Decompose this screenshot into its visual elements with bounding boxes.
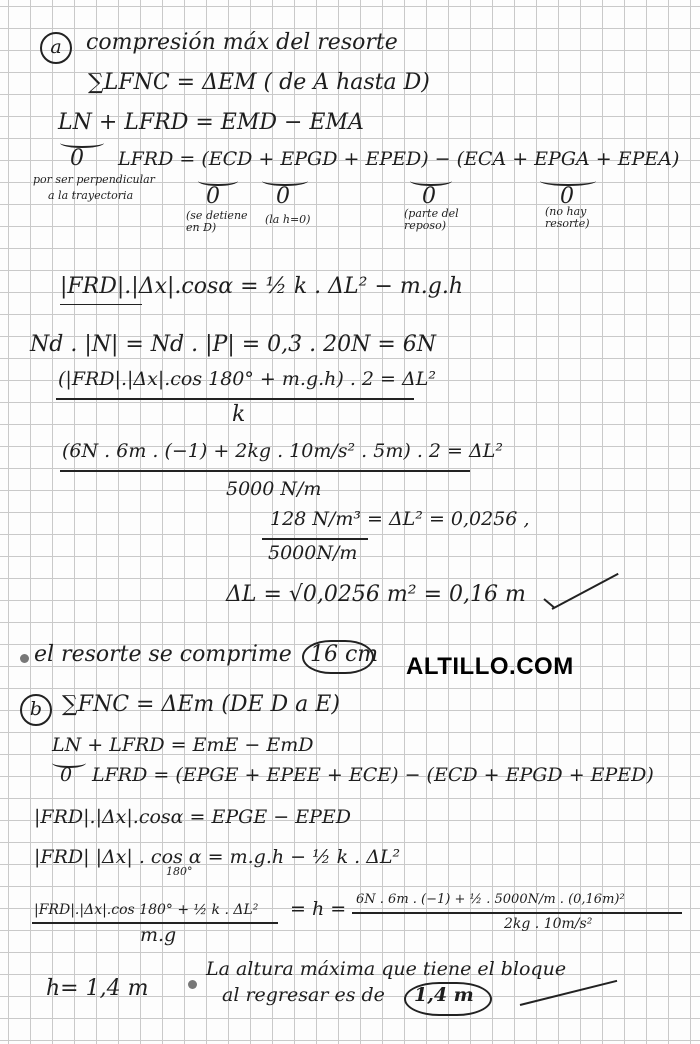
part-a-title: compresión máx del resorte: [86, 30, 398, 55]
a-zero-epea: 0: [560, 184, 574, 209]
a-note-noresorte: (no hay resorte): [545, 205, 590, 230]
a-zero-ecd: 0: [206, 184, 220, 209]
a-line-5: Nd . |N| = Nd . |P| = 0,3 . 20N = 6N: [30, 332, 437, 357]
a-note-reposo: (parte del reposo): [404, 207, 459, 232]
a-line-9: ΔL = √0,0256 m² = 0,16 m: [226, 582, 526, 607]
b-line-5-sub: 180°: [166, 865, 193, 878]
altillo-watermark: ALTILLO.COM: [406, 653, 574, 680]
b-line-6-rnum: 6N . 6m . (−1) + ½ . 5000N/m . (0,16m)²: [356, 892, 625, 907]
b-conclusion-value: 1,4 m: [414, 984, 474, 1006]
b-line-3: LFRD = (EPGE + EPEE + ECE) − (ECD + EPGD + EPED): [92, 764, 654, 786]
a-line-6-bar: [56, 398, 414, 400]
b-line-2: LN + LFRD = EmE − EmD: [52, 734, 314, 756]
a-line-6-num: (|FRD|.|Δx|.cos 180° + m.g.h) . 2 = ΔL²: [58, 368, 436, 390]
b-line-5: |FRD| |Δx| . cos α = m.g.h − ½ k . ΔL²: [34, 846, 401, 868]
b-line-6-rbar: [352, 912, 682, 914]
b-line-4: |FRD|.|Δx|.cosα = EPGE − EPED: [34, 806, 351, 828]
a-check-tail: [543, 598, 555, 609]
a-zero-epgd: 0: [276, 184, 290, 209]
part-a-label: a: [40, 32, 72, 64]
a-line-8-den: 5000N/m: [268, 542, 358, 564]
a-line-7-num: (6N . 6m . (−1) + 2kg . 10m/s² . 5m) . 2 = ΔL²: [62, 440, 503, 462]
a-line-8-bar: [262, 538, 368, 540]
part-b-label: b: [20, 694, 52, 726]
a-note-perp-1: por ser perpendicular: [33, 173, 155, 186]
a-check-mark: [552, 573, 619, 610]
a-conclusion-value: 16 cm: [310, 642, 379, 667]
a-line-6-den: k: [232, 402, 246, 427]
a-note-perp-2: a la trayectoria: [48, 189, 134, 202]
a-note-h0: (la h=0): [265, 213, 311, 226]
b-line-6-rden: 2kg . 10m/s²: [504, 916, 593, 932]
b-line-1: ∑FNC = ΔEm (DE D a E): [62, 692, 340, 717]
a-line-7-den: 5000 N/m: [226, 478, 322, 500]
a-line-1: ∑LFNC = ΔEM ( de A hasta D): [88, 70, 430, 95]
b-line-6-mid: = h =: [290, 898, 347, 920]
b-line-6-den: m.g: [140, 924, 177, 946]
a-conclusion: el resorte se comprime: [34, 642, 292, 667]
a-line-8-num: 128 N/m³ = ΔL² = 0,0256 ,: [270, 508, 530, 530]
b-conclusion-1: La altura máxima que tiene el bloque: [206, 958, 567, 980]
b-zero-ln: 0: [60, 764, 73, 786]
a-line-4-underline: [60, 304, 142, 305]
a-zero-ln: 0: [70, 146, 84, 171]
a-line-2: LN + LFRD = EMD − EMA: [58, 110, 364, 135]
a-zero-eca: 0: [422, 184, 436, 209]
a-line-4: |FRD|.|Δx|.cosα = ½ k . ΔL² − m.g.h: [60, 274, 463, 299]
b-underline-stroke: [520, 980, 618, 1006]
a-line-3: LFRD = (ECD + EPGD + EPED) − (ECA + EPGA + EPEA): [118, 148, 680, 170]
b-conclusion-2: al regresar es de: [222, 984, 385, 1006]
b-height: h= 1,4 m: [46, 976, 149, 1001]
a-bullet: [20, 654, 29, 663]
b-bullet: [188, 980, 197, 989]
a-line-7-bar: [60, 470, 470, 472]
b-line-6-num: |FRD|.|Δx|.cos 180° + ½ k . ΔL²: [34, 902, 259, 918]
a-note-detiene: (se detiene en D): [186, 209, 248, 234]
